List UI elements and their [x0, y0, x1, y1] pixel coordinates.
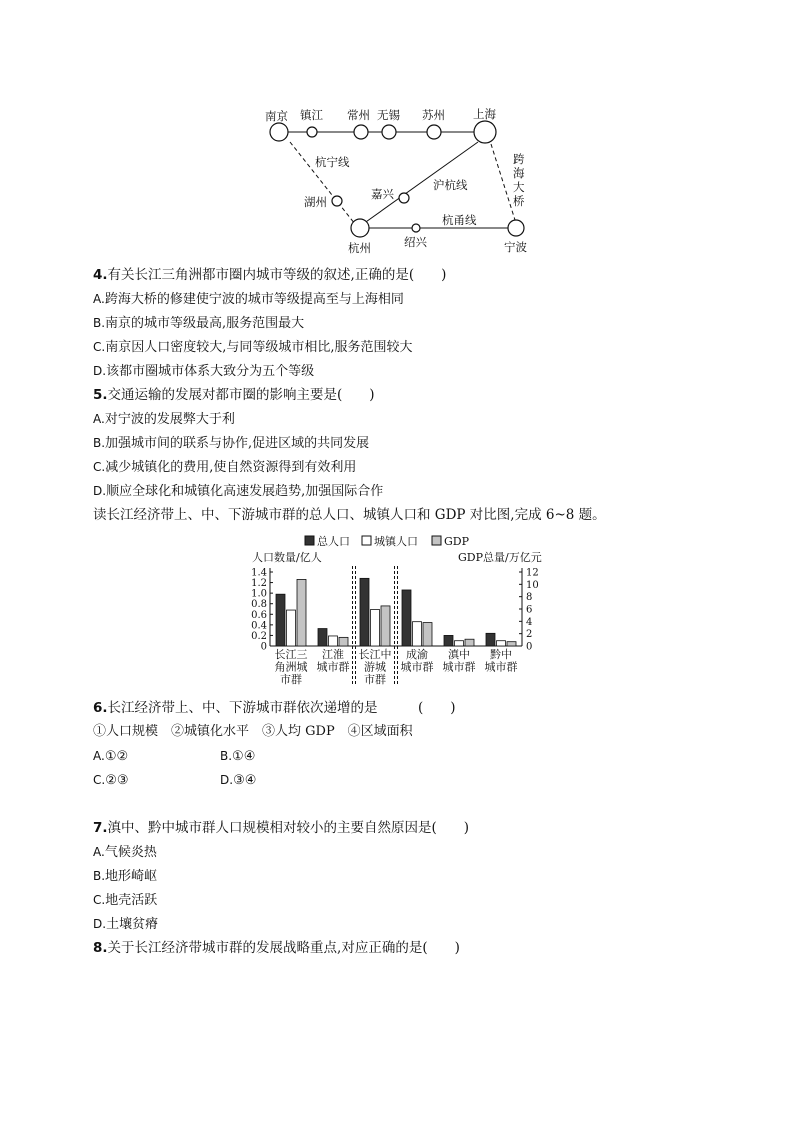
y-left-tick-label: 1.2	[251, 578, 267, 590]
city-wuxi-marker	[382, 125, 396, 139]
y-left-tick-label: 0.4	[251, 620, 267, 632]
y-right-tick-label: 2	[526, 629, 533, 641]
x-category-label: 滇中	[448, 648, 470, 661]
label-hangzhou: 杭州	[348, 241, 371, 255]
x-category-label: 游城	[364, 660, 386, 674]
q4-option-a[interactable]: A.跨海大桥的修建使宁波的城市等级提高至与上海相同	[93, 292, 404, 307]
x-category-label: 黔中	[490, 648, 512, 661]
x-category-label: 市群	[280, 673, 302, 686]
q6-option-b[interactable]: B.①④	[220, 749, 256, 764]
y-right-tick-label: 12	[526, 567, 539, 579]
label-ningbo: 宁波	[504, 240, 527, 254]
city-jiaxing-marker	[399, 193, 409, 203]
city-huzhou-marker	[332, 196, 342, 206]
bar-urban-population	[413, 622, 422, 646]
bar-total-population	[444, 635, 453, 646]
city-shaoxing-marker	[412, 224, 420, 232]
question-stem: 滇中、黔中城市群人口规模相对较小的主要自然原因是( )	[107, 820, 470, 836]
q5-option-b[interactable]: B.加强城市间的联系与协作,促进区域的共同发展	[93, 436, 370, 451]
y-left-tick-label: 0.2	[251, 630, 267, 642]
y-left-tick-label: 1.4	[251, 567, 267, 579]
bar-total-population	[276, 594, 285, 646]
legend-swatch-urban	[362, 536, 371, 545]
cross-sea-bridge	[491, 144, 515, 220]
question-stem: 交通运输的发展对都市圈的影响主要是( )	[107, 387, 375, 403]
y-right-tick-label: 8	[526, 592, 533, 604]
x-category-label: 城市群	[316, 660, 350, 674]
x-category-label: 成渝	[406, 648, 428, 661]
chart-legend	[305, 534, 470, 548]
q7-option-c[interactable]: C.地壳活跃	[93, 893, 158, 908]
y-left-tick-label: 0.6	[251, 609, 267, 621]
q6-option-d[interactable]: D.③④	[220, 773, 257, 788]
label-huzhou: 湖州	[304, 195, 327, 209]
y-left-tick-label: 0	[260, 641, 267, 653]
city-ningbo-marker	[508, 220, 524, 236]
label-shaoxing: 绍兴	[404, 235, 427, 249]
bar-urban-population	[329, 636, 338, 646]
label-hangyong-line: 杭甬线	[442, 213, 477, 227]
y-axis-left-label: 人口数量/亿人	[252, 551, 322, 564]
x-category-label: 城市群	[484, 660, 518, 674]
q6-option-c[interactable]: C.②③	[93, 773, 129, 788]
label-bridge-3: 大	[513, 180, 525, 194]
q4-option-d[interactable]: D.该都市圈城市体系大致分为五个等级	[93, 364, 315, 379]
bar-urban-population	[371, 610, 380, 646]
label-hangning-line: 杭宁线	[315, 155, 350, 169]
label-nanjing: 南京	[265, 109, 288, 123]
y-right-tick-label: 4	[526, 616, 533, 628]
label-changzhou: 常州	[347, 108, 370, 122]
q6-option-a[interactable]: A.①②	[93, 749, 129, 764]
y-right-tick-label: 10	[526, 579, 539, 591]
q5-option-d[interactable]: D.顺应全球化和城镇化高速发展趋势,加强国际合作	[93, 484, 384, 499]
bar-urban-population	[497, 641, 506, 646]
q5-option-a[interactable]: A.对宁波的发展弊大于利	[93, 412, 235, 427]
city-changzhou-marker	[354, 125, 368, 139]
bar-gdp	[465, 639, 474, 646]
question-number: 7.	[93, 820, 108, 836]
q7-option-d[interactable]: D.土壤贫瘠	[93, 917, 159, 932]
bar-urban-population	[455, 641, 464, 646]
legend-urban: 城镇人口	[374, 535, 418, 548]
y-left-tick-label: 0.8	[251, 599, 267, 611]
bar-gdp	[297, 579, 306, 646]
label-shanghai: 上海	[473, 107, 496, 121]
question-6	[93, 700, 456, 716]
label-bridge-4: 桥	[513, 194, 525, 208]
question-8	[93, 940, 460, 956]
x-category-label: 江淮	[322, 648, 344, 661]
x-category-label: 角洲城	[274, 660, 308, 674]
legend-swatch-gdp	[432, 536, 441, 545]
city-shanghai-marker	[474, 121, 496, 143]
bar-total-population	[486, 633, 495, 646]
bar-gdp	[381, 606, 390, 646]
yangtze-delta-map	[250, 100, 550, 260]
q5-option-c[interactable]: C.减少城镇化的费用,使自然资源得到有效利用	[93, 460, 357, 475]
label-bridge-2: 海	[513, 166, 525, 180]
x-category-label: 长江三	[274, 648, 308, 661]
label-bridge-1: 跨	[513, 152, 525, 166]
label-huhang-line: 沪杭线	[433, 178, 468, 192]
x-category-label: 城市群	[442, 660, 476, 674]
q6-items: ①人口规模 ②城镇化水平 ③人均 GDP ④区域面积	[93, 724, 413, 739]
label-jiaxing: 嘉兴	[371, 187, 394, 201]
bar-gdp	[339, 637, 348, 646]
question-number: 4.	[93, 267, 108, 283]
question-stem: 关于长江经济带城市群的发展战略重点,对应正确的是( )	[107, 940, 460, 956]
legend-total: 总人口	[317, 535, 350, 548]
question-number: 6.	[93, 700, 108, 716]
population-gdp-chart	[240, 530, 560, 690]
question-7	[93, 820, 469, 836]
q4-option-b[interactable]: B.南京的城市等级最高,服务范围最大	[93, 316, 305, 331]
q7-option-a[interactable]: A.气候炎热	[93, 845, 157, 860]
bar-gdp	[423, 623, 432, 646]
y-axis-right-label: GDP总量/万亿元	[458, 551, 542, 564]
city-zhenjiang-marker	[307, 127, 317, 137]
question-stem: 长江经济带上、中、下游城市群依次递增的是 ( )	[107, 700, 456, 716]
q7-option-b[interactable]: B.地形崎岖	[93, 869, 158, 884]
city-nanjing-marker	[270, 123, 288, 141]
question-4	[93, 267, 446, 283]
question-stem: 有关长江三角洲都市圈内城市等级的叙述,正确的是( )	[107, 267, 447, 283]
city-hangzhou-marker	[351, 219, 369, 237]
bar-urban-population	[287, 610, 296, 646]
question-number: 8.	[93, 940, 108, 956]
y-right-tick-label: 0	[526, 641, 533, 653]
x-category-label: 市群	[364, 673, 386, 686]
city-suzhou-marker	[427, 125, 441, 139]
q4-option-c[interactable]: C.南京因人口密度较大,与同等级城市相比,服务范围较大	[93, 340, 413, 355]
label-zhenjiang: 镇江	[300, 108, 323, 122]
y-right-tick-label: 6	[526, 604, 533, 616]
label-suzhou: 苏州	[422, 108, 445, 122]
y-left-tick-label: 1.0	[251, 588, 267, 600]
legend-gdp: GDP	[444, 535, 470, 548]
bar-total-population	[360, 578, 369, 646]
x-category-label: 长江中	[358, 648, 392, 661]
bar-total-population	[402, 590, 411, 646]
question-5	[93, 387, 375, 403]
intro-text: 读长江经济带上、中、下游城市群的总人口、城镇人口和 GDP 对比图,完成 6~8 题。	[93, 507, 606, 523]
label-wuxi: 无锡	[377, 108, 400, 122]
legend-swatch-total	[305, 536, 314, 545]
x-category-label: 城市群	[400, 660, 434, 674]
question-number: 5.	[93, 387, 108, 403]
bar-total-population	[318, 629, 327, 646]
bar-gdp	[507, 642, 516, 646]
